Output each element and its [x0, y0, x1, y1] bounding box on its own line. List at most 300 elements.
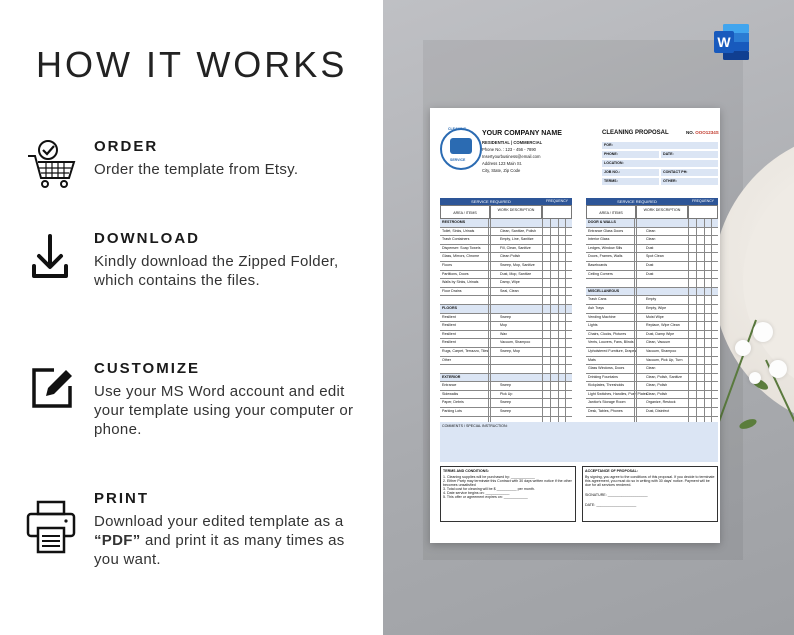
table-row: [440, 305, 572, 314]
column-divider: [565, 357, 566, 365]
column-divider: [542, 253, 543, 261]
column-divider: [565, 348, 566, 356]
column-divider: [688, 408, 689, 416]
row-description: Wax: [500, 331, 508, 336]
column-divider: [636, 331, 637, 339]
row-area: Partitions, Doors: [442, 271, 469, 276]
column-divider: [490, 357, 491, 365]
column-divider: [704, 288, 705, 296]
column-divider: [488, 219, 489, 227]
column-divider: [488, 271, 489, 279]
column-divider: [565, 314, 566, 322]
column-divider: [711, 331, 712, 339]
step-text-pre: Download your edited template as a: [94, 513, 344, 530]
column-divider: [711, 288, 712, 296]
step-text: Order the template from Etsy.: [94, 161, 299, 178]
column-divider: [565, 374, 566, 382]
terms-line: 2. Either Party may terminate this Contract with 30 days written notice if the other becomes unsatisfied: [443, 479, 572, 487]
row-area: Ledges, Window Sills: [588, 245, 623, 250]
column-divider: [565, 253, 566, 261]
row-description: Sweep, Mop: [500, 348, 520, 353]
column-divider: [565, 288, 566, 296]
company-line: City, State, Zip Code: [482, 168, 521, 173]
column-divider: [490, 296, 491, 304]
row-description: Seal, Clean: [500, 288, 519, 293]
column-divider: [634, 262, 635, 270]
column-divider: [634, 322, 635, 330]
column-divider: [704, 382, 705, 390]
column-divider: [488, 279, 489, 287]
column-divider: [688, 236, 689, 244]
row-description: Vacuum, Shampoo: [500, 340, 531, 345]
column-divider: [550, 228, 551, 236]
column-divider: [688, 348, 689, 356]
column-divider: [542, 245, 543, 253]
column-divider: [688, 296, 689, 304]
column-divider: [542, 348, 543, 356]
column-divider: [711, 339, 712, 347]
column-divider: [704, 399, 705, 407]
column-divider: [711, 348, 712, 356]
step-title: PRINT: [94, 490, 149, 507]
column-divider: [711, 305, 712, 313]
column-divider: [704, 219, 705, 227]
logo-mark: [450, 138, 472, 154]
row-area: Resilient: [442, 340, 456, 345]
column-divider: [636, 253, 637, 261]
column-divider: [550, 391, 551, 399]
column-divider: [704, 245, 705, 253]
column-divider: [550, 322, 551, 330]
row-description: Mop: [500, 323, 507, 328]
column-divider: [634, 348, 635, 356]
column-divider: [696, 236, 697, 244]
column-divider: [696, 219, 697, 227]
column-divider: [490, 331, 491, 339]
row-area: Toilet, Sinks, Urinals: [442, 228, 475, 233]
step-print: [24, 490, 374, 570]
table-row: [440, 262, 572, 271]
row-description: Sweep: [500, 400, 511, 405]
column-divider: [565, 271, 566, 279]
column-divider: [704, 279, 705, 287]
service-required-header: SERVICE REQUIRED: [586, 198, 688, 205]
column-divider: [696, 305, 697, 313]
terms-line: 5. This offer or agreement expires on: ____________: [443, 495, 528, 499]
row-area: Drinking Fountains: [588, 374, 618, 379]
column-divider: [711, 408, 712, 416]
row-area: Interior Glass: [588, 237, 610, 242]
row-description: Organize, Restock: [646, 400, 676, 405]
column-divider: [488, 245, 489, 253]
row-area: Entrance Glass Doors: [588, 228, 624, 233]
column-divider: [636, 348, 637, 356]
table-row: [440, 365, 572, 374]
row-description: Sweep, Mop, Sanitize: [500, 262, 535, 267]
table-row: [440, 253, 572, 262]
column-divider: [634, 228, 635, 236]
column-divider: [711, 236, 712, 244]
column-divider: [490, 262, 491, 270]
table-row: [440, 408, 572, 417]
column-divider: [488, 348, 489, 356]
column-divider: [558, 408, 559, 416]
company-line: Insertyourbusiness@email.com: [482, 154, 541, 159]
column-divider: [558, 228, 559, 236]
row-description: Clean: [646, 366, 656, 371]
column-divider: [542, 262, 543, 270]
column-divider: [558, 271, 559, 279]
table-row: [440, 245, 572, 254]
column-divider: [565, 296, 566, 304]
table-row: [586, 339, 718, 348]
proposal-title: CLEANING PROPOSAL: [602, 130, 669, 136]
row-area: Entrance: [442, 383, 457, 388]
column-divider: [688, 314, 689, 322]
column-divider: [542, 288, 543, 296]
column-divider: [636, 399, 637, 407]
table-row: [586, 357, 718, 366]
row-description: Spot Clean: [646, 254, 664, 259]
company-line: Address 123 Main St.: [482, 161, 523, 166]
column-divider: [696, 296, 697, 304]
table-row: [440, 296, 572, 305]
product-photo: [383, 0, 794, 635]
table-row: [440, 228, 572, 237]
flower: [753, 322, 773, 342]
column-divider: [490, 408, 491, 416]
column-divider: [704, 314, 705, 322]
shopping-cart-check-icon: [24, 138, 84, 194]
table-row: [440, 236, 572, 245]
column-divider: [636, 408, 637, 416]
row-area: Floors: [442, 262, 452, 267]
column-divider: [558, 262, 559, 270]
column-divider: [542, 228, 543, 236]
column-divider: [704, 305, 705, 313]
column-divider: [565, 408, 566, 416]
column-divider: [634, 271, 635, 279]
row-area: Resilient: [442, 331, 456, 336]
column-divider: [558, 305, 559, 313]
column-divider: [688, 331, 689, 339]
table-row: [440, 348, 572, 357]
row-description: Dust: [646, 245, 654, 250]
column-divider: [550, 305, 551, 313]
company-logo: [440, 128, 482, 170]
column-divider: [704, 271, 705, 279]
column-divider: [565, 279, 566, 287]
column-divider: [490, 391, 491, 399]
column-divider: [558, 219, 559, 227]
column-divider: [558, 399, 559, 407]
row-area: Light Switches, Handles, Push Plates: [588, 391, 648, 396]
column-divider: [636, 245, 637, 253]
column-divider: [550, 271, 551, 279]
column-divider: [688, 219, 689, 227]
column-divider: [636, 305, 637, 313]
row-area: Rugs, Carpet, Terrazzo, Tiles: [442, 348, 489, 353]
step-download: [24, 230, 374, 310]
row-description: Clean, Polish, Sanitize: [646, 374, 682, 379]
column-divider: [490, 314, 491, 322]
column-divider: [565, 245, 566, 253]
column-divider: [488, 228, 489, 236]
left-service-table: [440, 219, 572, 425]
column-divider: [696, 331, 697, 339]
column-divider: [711, 271, 712, 279]
work-description-header: WORK DESCRIPTION: [636, 205, 688, 219]
row-description: Sweep: [500, 383, 511, 388]
flower: [735, 340, 751, 356]
row-description: Empty, Line, Sanitize: [500, 237, 534, 242]
column-divider: [488, 365, 489, 373]
column-divider: [542, 236, 543, 244]
document-preview: [430, 108, 720, 543]
row-area: FLOORS: [442, 305, 457, 310]
column-divider: [634, 314, 635, 322]
column-divider: [704, 253, 705, 261]
column-divider: [696, 357, 697, 365]
company-line: Phone No. : 123 - 456 - 7890: [482, 147, 537, 152]
column-divider: [490, 339, 491, 347]
column-divider: [490, 279, 491, 287]
step-title: CUSTOMIZE: [94, 360, 201, 377]
column-divider: [550, 236, 551, 244]
column-divider: [688, 279, 689, 287]
column-divider: [636, 314, 637, 322]
row-area: Doors, Frames, Walls: [588, 254, 623, 259]
column-divider: [558, 245, 559, 253]
column-divider: [696, 228, 697, 236]
column-divider: [704, 228, 705, 236]
row-area: Ceiling Corners: [588, 271, 613, 276]
row-description: Sweep: [500, 409, 511, 414]
row-description: Vacuum, Shampoo: [646, 348, 677, 353]
row-area: Janitor's Storage Room: [588, 400, 626, 405]
column-divider: [490, 245, 491, 253]
table-row: [586, 296, 718, 305]
column-divider: [636, 228, 637, 236]
column-divider: [711, 382, 712, 390]
row-area: Floor Drains: [442, 288, 462, 293]
column-divider: [490, 228, 491, 236]
company-line: RESIDENTIAL | COMMERCIAL: [482, 140, 543, 145]
area-items-header: AREA / ITEMS: [440, 205, 490, 219]
column-divider: [696, 322, 697, 330]
column-divider: [558, 382, 559, 390]
row-description: Dust, Damp Wipe: [646, 331, 675, 336]
area-items-header: AREA / ITEMS: [586, 205, 636, 219]
row-area: Ash Trays: [588, 305, 604, 310]
column-divider: [636, 236, 637, 244]
page-title: HOW IT WORKS: [36, 44, 348, 85]
column-divider: [542, 279, 543, 287]
row-description: Clean, Polish: [646, 391, 668, 396]
column-divider: [550, 288, 551, 296]
table-row: [586, 374, 718, 383]
field-for: FOR:: [602, 142, 718, 149]
row-area: Kickplates, Thresholds: [588, 383, 625, 388]
row-area: Glass, Mirrors, Chrome: [442, 254, 480, 259]
table-row: [440, 322, 572, 331]
column-divider: [488, 314, 489, 322]
step-text-post: and print it as many times as you want.: [94, 532, 345, 568]
column-divider: [634, 391, 635, 399]
table-row: [586, 331, 718, 340]
column-divider: [558, 279, 559, 287]
number-value: OOO1234S: [695, 130, 719, 135]
row-description: Pick Up: [500, 391, 513, 396]
column-divider: [490, 399, 491, 407]
column-divider: [542, 314, 543, 322]
column-divider: [542, 296, 543, 304]
column-divider: [696, 314, 697, 322]
column-divider: [688, 322, 689, 330]
column-divider: [634, 296, 635, 304]
terms-line: 3. Total cost for cleaning will be $ __________ per month.: [443, 487, 535, 491]
column-divider: [542, 331, 543, 339]
column-divider: [558, 357, 559, 365]
table-row: [440, 288, 572, 297]
column-divider: [634, 399, 635, 407]
column-divider: [688, 262, 689, 270]
column-divider: [565, 228, 566, 236]
column-divider: [488, 262, 489, 270]
row-area: Desk, Tables, Phones: [588, 409, 623, 414]
column-divider: [488, 236, 489, 244]
column-divider: [488, 408, 489, 416]
column-divider: [696, 348, 697, 356]
table-row: [586, 348, 718, 357]
column-divider: [542, 357, 543, 365]
row-description: Dust, Disinfect: [646, 409, 670, 414]
row-area: MISCELLANEOUS: [588, 288, 620, 293]
column-divider: [634, 288, 635, 296]
row-area: Resilient: [442, 314, 456, 319]
column-divider: [696, 374, 697, 382]
column-divider: [542, 322, 543, 330]
proposal-number: [686, 130, 719, 135]
column-divider: [542, 399, 543, 407]
column-divider: [636, 288, 637, 296]
table-row: [440, 382, 572, 391]
column-divider: [696, 339, 697, 347]
column-divider: [688, 382, 689, 390]
column-divider: [704, 357, 705, 365]
printer-icon: [24, 498, 84, 558]
row-area: Paper, Debris: [442, 400, 464, 405]
column-divider: [636, 271, 637, 279]
column-divider: [688, 271, 689, 279]
table-row: [586, 228, 718, 237]
column-divider: [711, 365, 712, 373]
column-divider: [490, 219, 491, 227]
column-divider: [550, 357, 551, 365]
column-divider: [636, 365, 637, 373]
column-divider: [490, 348, 491, 356]
column-divider: [636, 339, 637, 347]
table-row: [586, 314, 718, 323]
column-divider: [704, 374, 705, 382]
column-divider: [636, 296, 637, 304]
column-divider: [488, 331, 489, 339]
column-divider: [688, 339, 689, 347]
column-divider: [636, 391, 637, 399]
table-row: [586, 279, 718, 288]
svg-text:W: W: [717, 34, 731, 50]
row-area: Other: [442, 357, 451, 362]
column-divider: [634, 382, 635, 390]
table-row: [586, 408, 718, 417]
row-area: Walls by Sinks, Urinals: [442, 280, 479, 285]
table-row: [586, 219, 718, 228]
column-divider: [542, 365, 543, 373]
column-divider: [711, 296, 712, 304]
column-divider: [558, 288, 559, 296]
column-divider: [550, 219, 551, 227]
column-divider: [711, 219, 712, 227]
table-row: [440, 314, 572, 323]
table-row: [440, 271, 572, 280]
field-contact-ph: CONTACT PH:: [661, 169, 718, 176]
column-divider: [688, 374, 689, 382]
column-divider: [565, 305, 566, 313]
column-divider: [558, 314, 559, 322]
row-area: Sidewalks: [442, 391, 459, 396]
row-area: Resilient: [442, 323, 456, 328]
download-icon: [24, 230, 84, 286]
column-divider: [488, 339, 489, 347]
column-divider: [550, 245, 551, 253]
edit-icon: [24, 360, 84, 416]
column-divider: [634, 331, 635, 339]
column-divider: [565, 262, 566, 270]
row-area: Trash Containers: [442, 237, 470, 242]
row-area: RESTROOMS: [442, 220, 466, 224]
row-description: Dust, Mop, Sanitize: [500, 271, 532, 276]
column-divider: [550, 408, 551, 416]
comments-box: COMMENTS / SPECIAL INSTRUCTION:: [440, 422, 718, 462]
row-description: Sweep: [500, 314, 511, 319]
column-divider: [636, 322, 637, 330]
column-divider: [565, 219, 566, 227]
column-divider: [490, 322, 491, 330]
row-area: Vents, Louvers, Fans, Blinds: [588, 340, 634, 345]
column-divider: [696, 245, 697, 253]
row-area: Vending Machine: [588, 314, 616, 319]
column-divider: [490, 236, 491, 244]
column-divider: [634, 339, 635, 347]
column-divider: [711, 391, 712, 399]
signature-line: SIGNATURE: ____________________: [585, 493, 648, 497]
flower: [769, 360, 787, 378]
column-divider: [636, 279, 637, 287]
step-title: ORDER: [94, 138, 159, 155]
column-divider: [634, 279, 635, 287]
field-phone: PHONE:: [602, 151, 659, 158]
row-area: DOOR & WALLS: [588, 220, 616, 224]
column-divider: [558, 348, 559, 356]
column-divider: [688, 245, 689, 253]
column-divider: [696, 399, 697, 407]
column-divider: [688, 305, 689, 313]
column-divider: [711, 322, 712, 330]
instructions-panel: [0, 0, 383, 635]
column-divider: [550, 331, 551, 339]
column-divider: [488, 382, 489, 390]
row-description: Clean, Vacuum: [646, 340, 671, 345]
